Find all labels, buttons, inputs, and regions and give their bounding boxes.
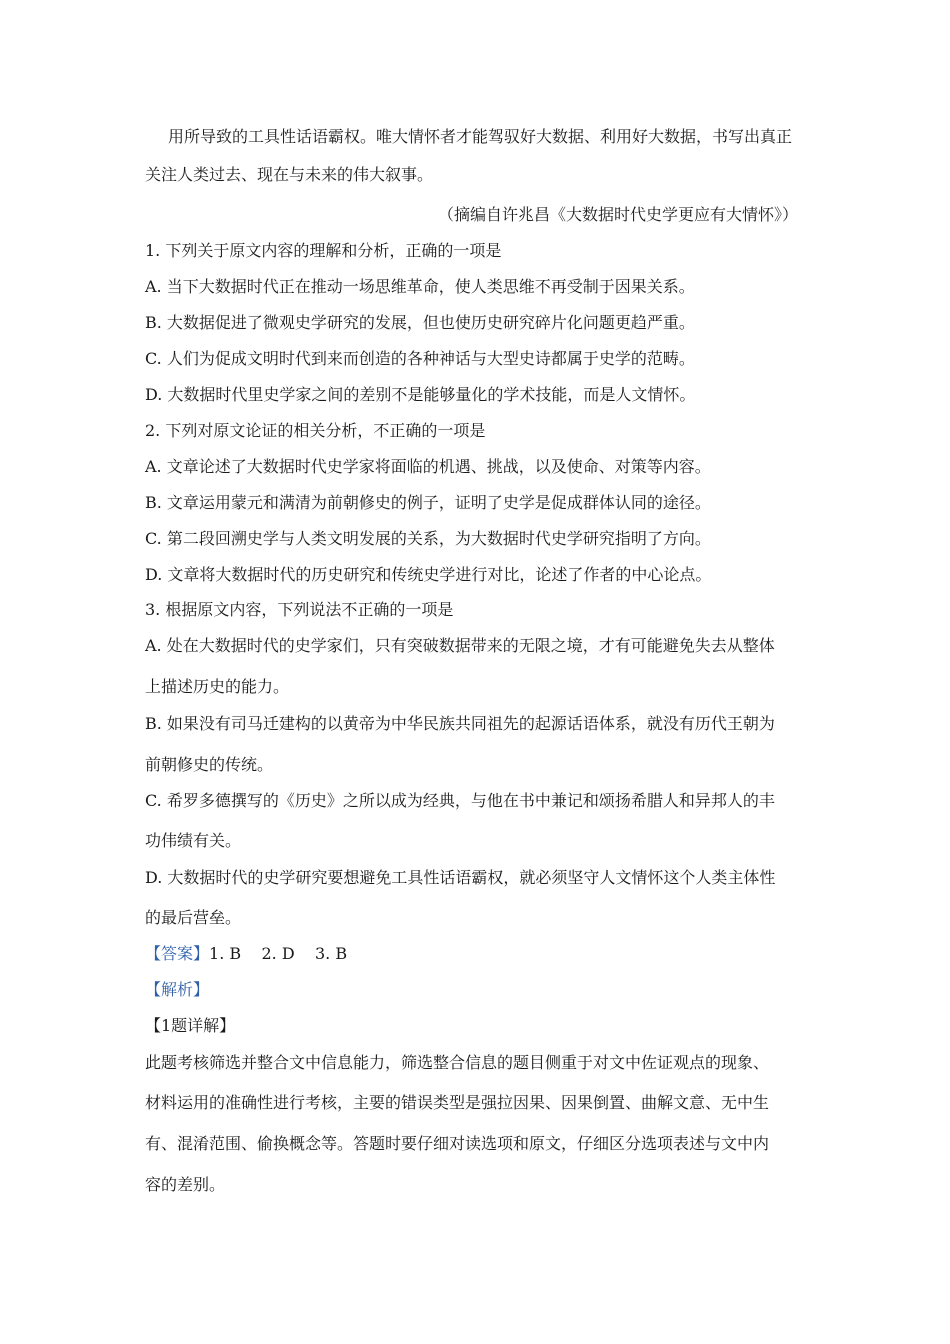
question-2-option-b: B. 文章运用蒙元和满清为前朝修史的例子，证明了史学是促成群体认同的途径。 [145, 493, 711, 512]
question-3-option-c-line-1: C. 希罗多德撰写的《历史》之所以成为经典，与他在书中兼记和颂扬希腊人和异邦人的丰 [145, 791, 775, 810]
question-1-option-d: D. 大数据时代里史学家之间的差别不是能够量化的学术技能，而是人文情怀。 [145, 385, 696, 404]
analysis-line-2: 材料运用的准确性进行考核，主要的错误类型是强拉因果、因果倒置、曲解文意、无中生 [145, 1093, 770, 1112]
answer-text: 1. B 2. D 3. B [209, 944, 348, 963]
analysis-line-3: 有、混淆范围、偷换概念等。答题时要仔细对读选项和原文，仔细区分选项表述与文中内 [145, 1134, 770, 1153]
passage-line-2: 关注人类过去、现在与未来的伟大叙事。 [145, 165, 434, 184]
question-1-option-b: B. 大数据促进了微观史学研究的发展，但也使历史研究碎片化问题更趋严重。 [145, 313, 695, 332]
question-2-option-a: A. 文章论述了大数据时代史学家将面临的机遇、挑战，以及使命、对策等内容。 [145, 457, 711, 476]
question-3-option-d-line-2: 的最后营垒。 [145, 908, 242, 927]
question-3-option-c-line-2: 功伟绩有关。 [145, 831, 242, 850]
analysis-line-4: 容的差别。 [145, 1175, 226, 1194]
question-1-stem: 1. 下列关于原文内容的理解和分析，正确的一项是 [145, 241, 502, 260]
passage-source: （摘编自许兆昌《大数据时代史学更应有大情怀》） [437, 205, 798, 224]
question-3-stem: 3. 根据原文内容，下列说法不正确的一项是 [145, 600, 454, 619]
passage-line-1: 用所导致的工具性话语霸权。唯大情怀者才能驾驭好大数据、利用好大数据，书写出真正 [168, 127, 793, 146]
question-3-option-b-line-2: 前朝修史的传统。 [145, 755, 274, 774]
answer-row [145, 944, 347, 964]
question-2-option-c: C. 第二段回溯史学与人类文明发展的关系，为大数据时代史学研究指明了方向。 [145, 529, 711, 548]
analysis-line-1: 此题考核筛选并整合文中信息能力，筛选整合信息的题目侧重于对文中佐证观点的现象、 [145, 1053, 770, 1072]
question-3-option-d-line-1: D. 大数据时代的史学研究要想避免工具性话语霸权，就必须坚守人文情怀这个人类主体性 [145, 868, 776, 887]
question-3-option-b-line-1: B. 如果没有司马迁建构的以黄帝为中华民族共同祖先的起源话语体系，就没有历代王朝为 [145, 714, 775, 733]
analysis-sub-heading: 【1题详解】 [145, 1016, 236, 1035]
question-3-option-a-line-1: A. 处在大数据时代的史学家们，只有突破数据带来的无限之境，才有可能避免失去从整体 [145, 636, 775, 655]
question-3-option-a-line-2: 上描述历史的能力。 [145, 677, 290, 696]
analysis-tag: 【解析】 [145, 980, 210, 999]
question-2-stem: 2. 下列对原文论证的相关分析，不正确的一项是 [145, 421, 486, 440]
answer-tag: 【答案】 [145, 944, 210, 963]
question-2-option-d: D. 文章将大数据时代的历史研究和传统史学进行对比，论述了作者的中心论点。 [145, 565, 712, 584]
question-1-option-a: A. 当下大数据时代正在推动一场思维革命，使人类思维不再受制于因果关系。 [145, 277, 695, 296]
question-1-option-c: C. 人们为促成文明时代到来而创造的各种神话与大型史诗都属于史学的范畴。 [145, 349, 695, 368]
